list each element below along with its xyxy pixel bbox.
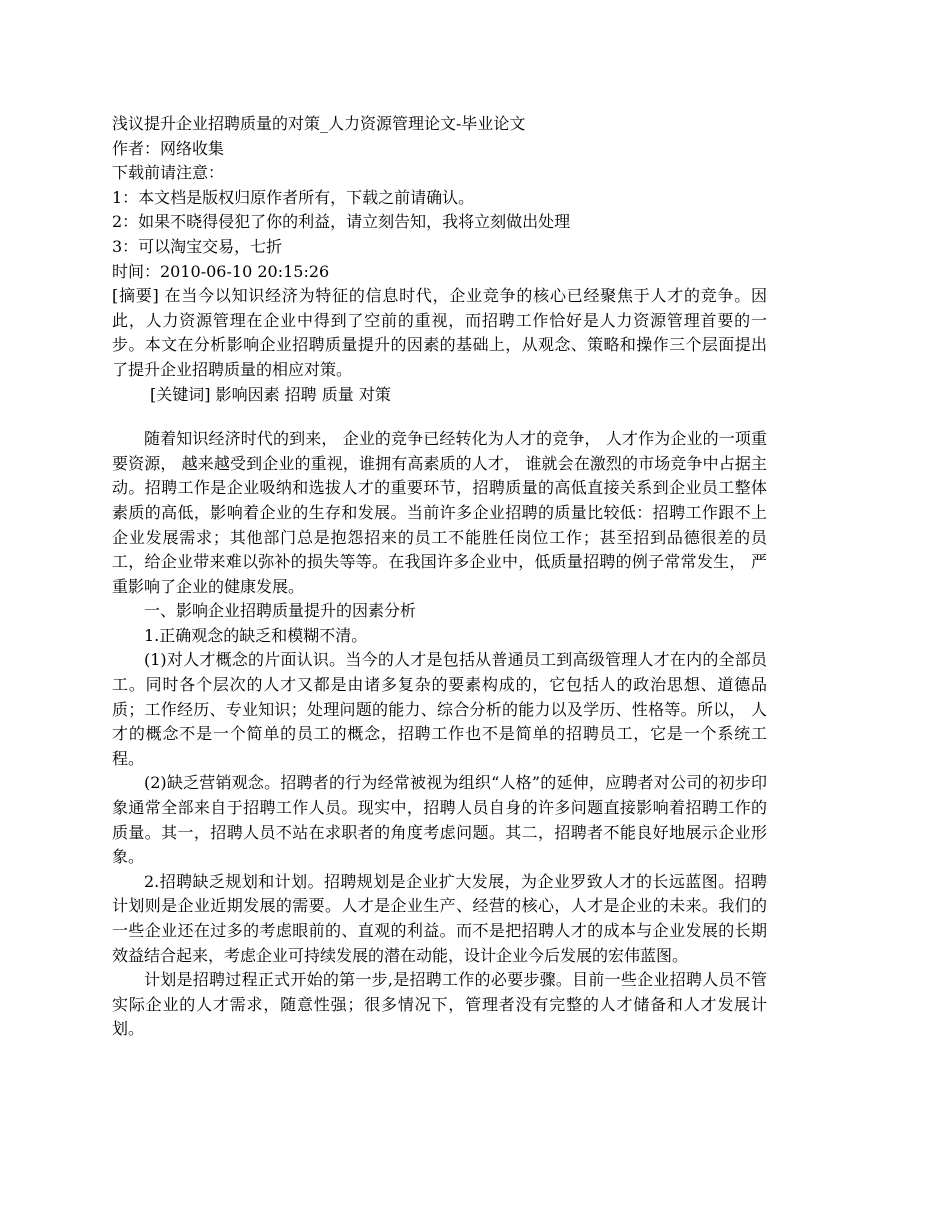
- section-heading-1: 一、影响企业招聘质量提升的因素分析: [144, 601, 417, 621]
- document-time: 时间：2010-06-10 20:15:26: [112, 261, 330, 281]
- notice-item-2: 2：如果不晓得侵犯了你的利益，请立刻告知，我将立刻做出处理: [112, 212, 571, 232]
- notice-item-3: 3：可以淘宝交易，七折: [112, 236, 283, 256]
- document-title: 浅议提升企业招聘质量的对策_人力资源管理论文-毕业论文: [112, 114, 526, 133]
- notice-item-1: 1：本文档是版权归原作者所有，下载之前请确认。: [112, 187, 475, 207]
- body-paragraph-intro: 随着知识经济时代的到来， 企业的竞争已经转化为人才的竞争， 人才作为企业的一项重要资源， 越来越受到企业的重视，谁拥有高素质的人才， 谁就会在激烈的市场竞争中占据主动。招聘工作是企业吸纳和选拔人才的重要环节，招聘质量的高低直接关系到企业员工整体素质的高低，影响着企业的生存和发展。当前许多企业招聘的质量比较低：招聘工作跟不上企业发展需求；其他部门总是抱怨招来的员工不能胜任岗位工作；甚至招到品德很差的员工，给企业带来难以弥补的损失等等。在我国许多企业中，低质量招聘的例子常常发生， 严重影响了企业的健康发展。: [112, 429, 767, 596]
- document-author: 作者：网络收集: [112, 138, 225, 158]
- document-page: [112, 112, 767, 1042]
- abstract: [摘要] 在当今以知识经济为特征的信息时代，企业竞争的核心已经聚焦于人才的竞争。因此，人力资源管理在企业中得到了空前的重视，而招聘工作恰好是人力资源管理首要的一步。本文在分析影响企业招聘质量提升的因素的基础上，从观念、策略和操作三个层面提出了提升企业招聘质量的相应对策。: [112, 286, 767, 379]
- body-paragraph-plan-first-step: 计划是招聘过程正式开始的第一步,是招聘工作的必要步骤。目前一些企业招聘人员不管实际企业的人才需求，随意性强；很多情况下，管理者没有完整的人才储备和人才发展计划。: [112, 970, 767, 1039]
- subsection-heading-1: 1.正确观念的缺乏和模糊不清。: [144, 625, 368, 645]
- notice-heading: 下载前请注意：: [112, 163, 225, 183]
- body-paragraph-marketing: (2)缺乏营销观念。招聘者的行为经常被视为组织“人格”的延伸，应聘者对公司的初步印象通常全部来自于招聘工作人员。现实中，招聘人员自身的许多问题直接影响着招聘工作的质量。其一，招聘人员不站在求职者的角度考虑问题。其二，招聘者不能良好地展示企业形象。: [112, 773, 767, 867]
- body-paragraph-talent-concept: (1)对人才概念的片面认识。当今的人才是包括从普通员工到高级管理人才在内的全部员工。同时各个层次的人才又都是由诸多复杂的要素构成的，它包括人的政治思想、道德品质；工作经历、专业知识；处理问题的能力、综合分析的能力以及学历、性格等。所以， 人才的概念不是一个简单的员工的概念，招聘工作也不是简单的招聘员工，它是一个系统工程。: [112, 650, 767, 768]
- body-paragraph-planning: 2.招聘缺乏规划和计划。招聘规划是企业扩大发展，为企业罗致人才的长远蓝图。招聘计划则是企业近期发展的需要。人才是企业生产、经营的核心，人才是企业的未来。我们的一些企业还在过多的考虑眼前的、直观的利益。而不是把招聘人才的成本与企业发展的长期效益结合起来，考虑企业可持续发展的潜在动能，设计企业今后发展的宏伟蓝图。: [112, 871, 767, 965]
- keywords: [关键词] 影响因素 招聘 质量 对策: [150, 384, 391, 404]
- section-gap: [112, 407, 767, 427]
